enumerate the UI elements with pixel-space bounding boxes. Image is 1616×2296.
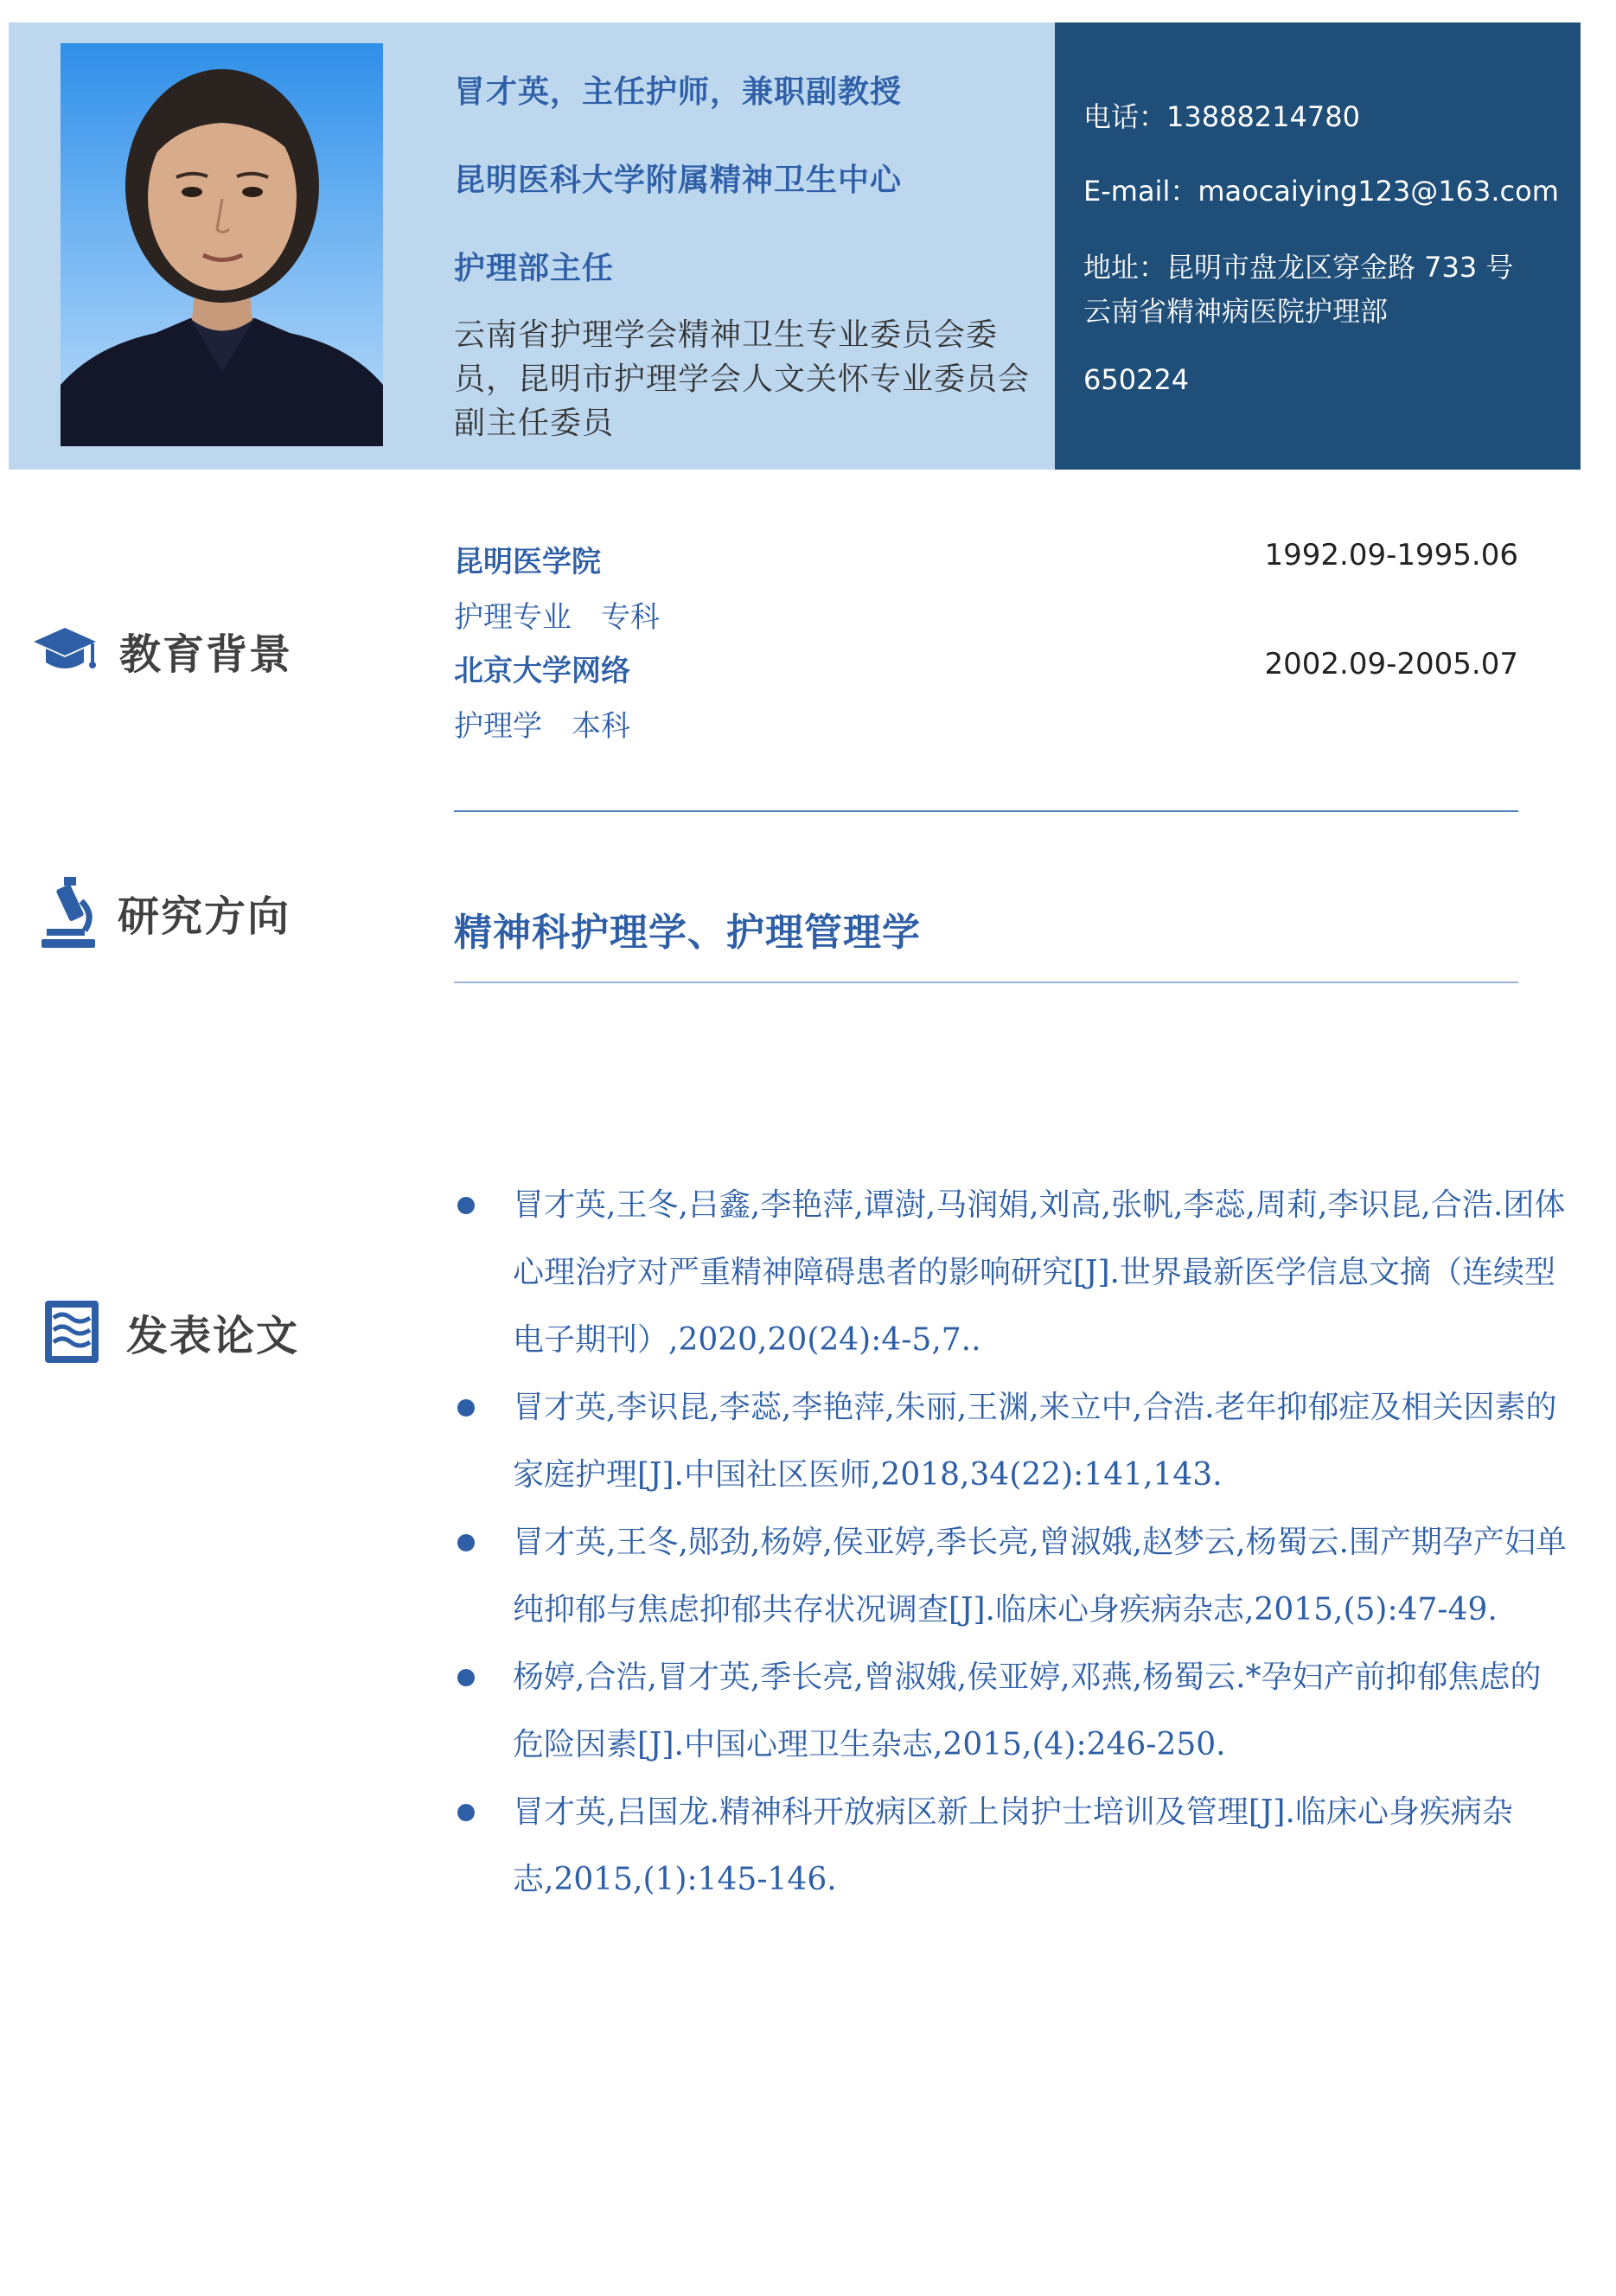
profile-photo	[61, 43, 383, 446]
publication-item	[454, 1172, 1569, 1374]
bullet-icon	[457, 1197, 475, 1214]
edu-school-1: 昆明医学院	[454, 545, 601, 579]
edu-major-2	[454, 702, 660, 745]
graduation-cap-icon	[26, 611, 104, 689]
publication-text: 冒才英,李识昆,李蕊,李艳萍,朱丽,王渊,来立中,合浩.老年抑郁症及相关因素的家庭护理[J].中国社区医师,2018,34(22):141,143.	[513, 1390, 1557, 1493]
address-line-2: 云南省精神病医院护理部	[1083, 295, 1389, 328]
research-heading	[29, 873, 291, 951]
publication-text: 杨婷,合浩,冒才英,季长亮,曾淑娥,侯亚婷,邓燕,杨蜀云.*孕妇产前抑郁焦虑的危险因素[J].中国心理卫生杂志,2015,(4):246-250.	[513, 1660, 1542, 1762]
publications-title: 发表论文	[126, 1311, 300, 1360]
edu-school-2: 北京大学网络	[454, 654, 630, 688]
publication-item	[454, 1644, 1569, 1779]
edu-degree-2: 本科	[572, 709, 630, 744]
bullet-icon	[457, 1534, 475, 1551]
publication-list	[454, 1172, 1569, 1914]
education-divider	[454, 810, 1518, 812]
affiliations-text: 云南省护理学会精神卫生专业委员会委员，昆明市护理学会人文关怀专业委员会副主任委员	[454, 317, 1031, 441]
bullet-icon	[457, 1399, 475, 1417]
research-title: 研究方向	[118, 892, 291, 941]
edu-major-name-1: 护理专业	[454, 600, 572, 635]
edu-dates-1: 1992.09-1995.06	[1264, 538, 1518, 572]
postcode-text: 650224	[1083, 363, 1190, 396]
position-title: 护理部主任	[454, 251, 615, 286]
publication-item	[454, 1779, 1569, 1914]
publication-text: 冒才英,王冬,郧劲,杨婷,侯亚婷,季长亮,曾淑娥,赵梦云,杨蜀云.围产期孕产妇单纯抑郁与焦虑抑郁共存状况调查[J].临床心身疾病杂志,2015,(5):47-49.	[513, 1525, 1567, 1628]
address-line-1: 地址：昆明市盘龙区穿金路 733 号	[1083, 251, 1514, 284]
email-text: E-mail：maocaiying123@163.com	[1083, 175, 1559, 208]
edu-major-name-2: 护理学	[454, 709, 542, 744]
education-title: 教育背景	[119, 630, 293, 679]
bullet-icon	[457, 1804, 475, 1821]
name-title: 冒才英，主任护师，兼职副教授	[454, 74, 903, 110]
education-heading	[26, 611, 292, 689]
publication-text: 冒才英,王冬,吕鑫,李艳萍,谭澍,马润娟,刘高,张帆,李蕊,周莉,李识昆,合浩.团体心理治疗对严重精神障碍患者的影响研究[J].世界最新医学信息文摘（连续型电子期刊）,2020,20(24):4-5,7..	[513, 1187, 1566, 1358]
publication-text: 冒才英,吕国龙.精神科开放病区新上岗护士培训及管理[J].临床心身疾病杂志,2015,(1):145-146.	[513, 1794, 1513, 1897]
document-icon	[33, 1293, 111, 1371]
publication-item	[454, 1509, 1569, 1644]
publications-heading	[33, 1293, 299, 1371]
institution: 昆明医科大学附属精神卫生中心	[454, 163, 903, 198]
phone-text: 电话：13888214780	[1083, 100, 1360, 133]
research-text: 精神科护理学、护理管理学	[454, 911, 921, 955]
edu-major-1	[454, 593, 689, 636]
bullet-icon	[457, 1669, 475, 1686]
microscope-icon	[29, 873, 107, 951]
header-info-panel	[9, 22, 1055, 470]
research-divider	[454, 982, 1518, 983]
edu-degree-1: 专科	[601, 600, 660, 635]
publication-item	[454, 1374, 1569, 1509]
edu-dates-2: 2002.09-2005.07	[1264, 647, 1518, 681]
